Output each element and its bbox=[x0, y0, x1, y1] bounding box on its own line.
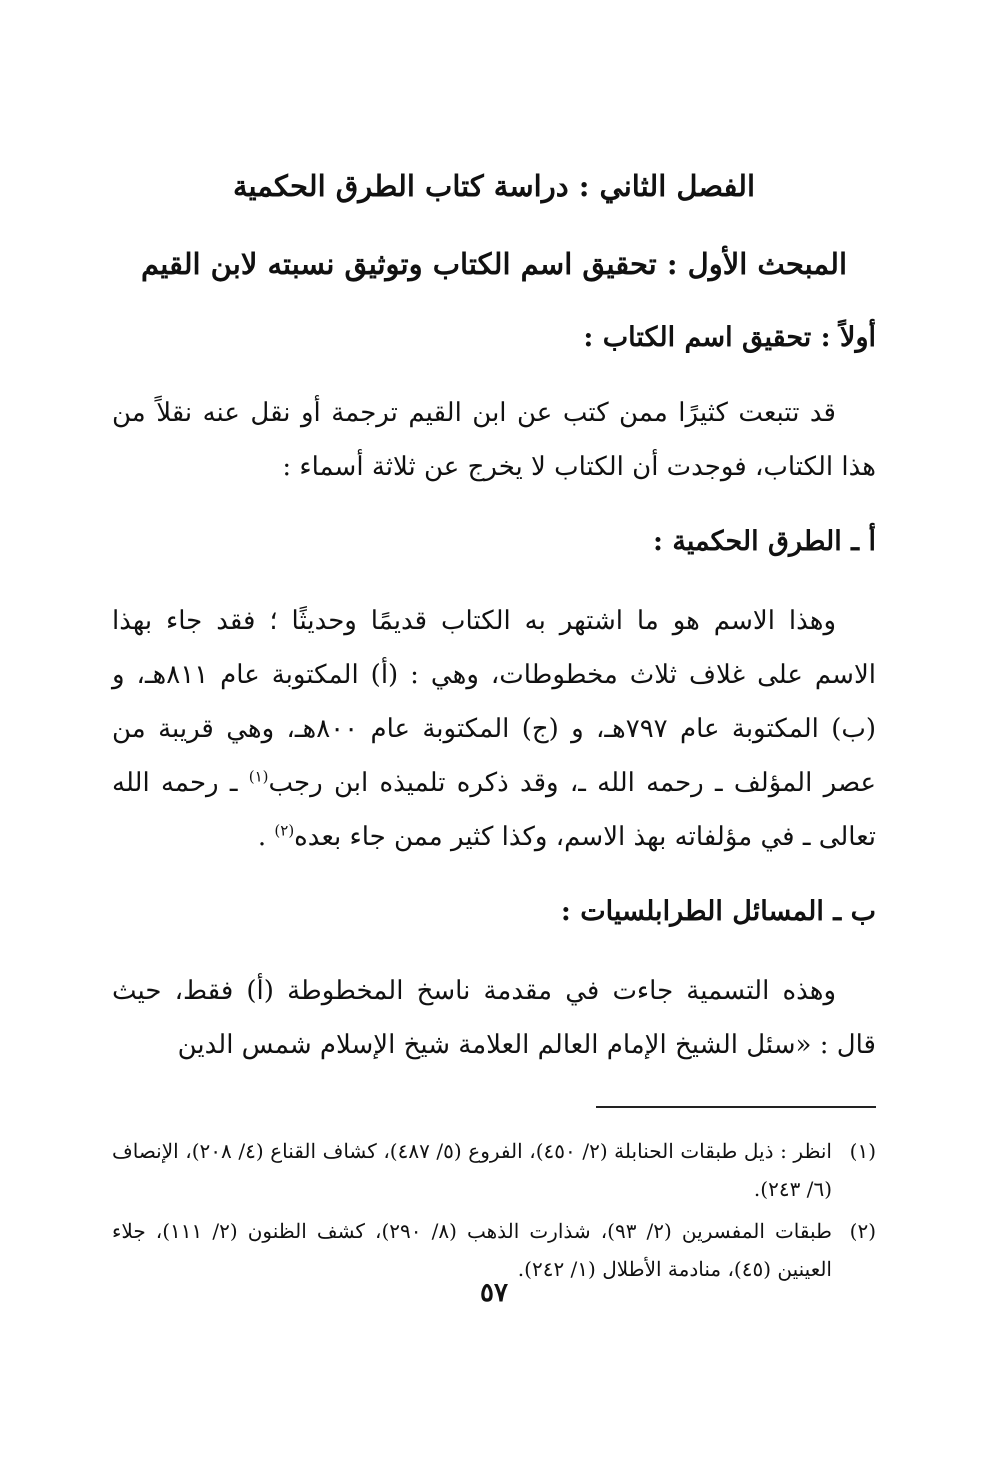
heading-b: ب ـ المسائل الطرابلسيات : bbox=[560, 896, 876, 927]
footnote-ref-2: (٢) bbox=[274, 821, 295, 840]
paragraph-a bbox=[112, 594, 876, 864]
first-heading: أولاً : تحقيق اسم الكتاب : bbox=[583, 322, 876, 353]
book-page bbox=[112, 160, 876, 1340]
footnote-2-text: طبقات المفسرين (٢/ ٩٣)، شذارت الذهب (٨/ ٢٩٠)، كشف الظنون (٢/ ١١١)، جلاء العينين (٤٥)، منادمة الأطلال (١/ ٢٤٢). bbox=[112, 1219, 832, 1281]
footnote-1 bbox=[112, 1132, 876, 1208]
paragraph-b: وهذه التسمية جاءت في مقدمة ناسخ المخطوطة (أ) فقط، حيث قال : «سئل الشيخ الإمام العالم العلامة شيخ الإسلام شمس الدين bbox=[112, 976, 876, 1060]
heading-a: أ ـ الطرق الحكمية : bbox=[652, 526, 876, 557]
chapter-title: الفصل الثاني : دراسة كتاب الطرق الحكمية bbox=[232, 169, 756, 203]
paragraph-a-part1: وهذا الاسم هو ما اشتهر به الكتاب قديمًا وحديثًا ؛ فقد جاء بهذا الاسم على غلاف ثلاث مخطوطات، وهي : (أ) المكتوبة عام ٨١١هـ، و (ب) المكتوبة عام ٧٩٧هـ، و (ج) المكتوبة عام ٨٠٠هـ، وهي قريبة من عصر المؤلف ـ رحمه الله ـ، وقد ذكره تلميذه ابن رجب bbox=[112, 606, 877, 798]
footnote-2 bbox=[112, 1212, 876, 1288]
footnote-separator-wrap bbox=[112, 1072, 876, 1108]
footnote-separator bbox=[596, 1106, 876, 1108]
section-title: المبحث الأول : تحقيق اسم الكتاب وتوثيق نسبته لابن القيم bbox=[140, 247, 848, 281]
paragraph-a-part2: ـ رحمه الله تعالى ـ في مؤلفاته بهذ الاسم، وكذا كثير ممن جاء بعده bbox=[112, 768, 876, 852]
paragraph-a-part3: . bbox=[257, 822, 275, 852]
page-number: ٥٧ bbox=[480, 1278, 508, 1308]
footnote-1-text: انظر : ذيل طبقات الحنابلة (٢/ ٤٥٠)، الفروع (٥/ ٤٨٧)، كشاف القناع (٤/ ٢٠٨)، الإنصاف (٦/ ٢٤٣). bbox=[112, 1139, 832, 1201]
footnote-2-number: (٢) bbox=[849, 1219, 876, 1243]
intro-paragraph: قد تتبعت كثيرًا ممن كتب عن ابن القيم ترجمة أو نقل عنه نقلاً من هذا الكتاب، فوجدت أن الكتاب لا يخرج عن ثلاثة أسماء : bbox=[112, 398, 876, 482]
footnote-ref-1: (١) bbox=[248, 767, 269, 786]
footnotes bbox=[112, 1132, 876, 1288]
footnote-1-number: (١) bbox=[849, 1139, 876, 1163]
